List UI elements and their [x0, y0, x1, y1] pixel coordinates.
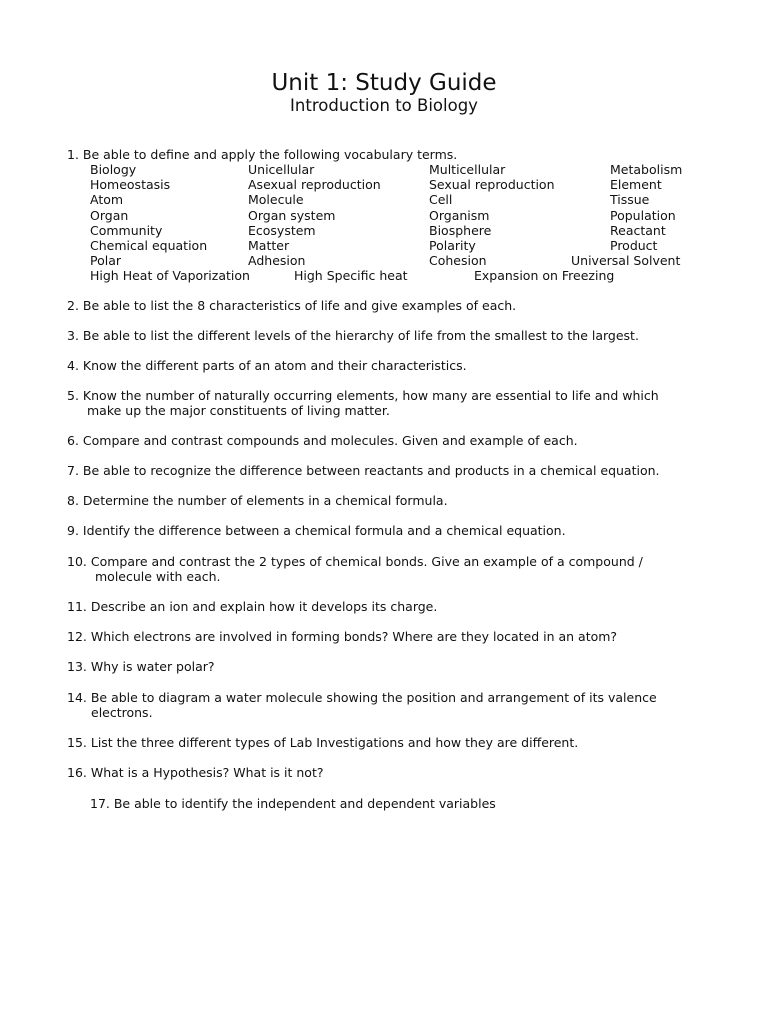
question-text: 3. Be able to list the different levels of the hierarchy of life from the smallest to the largest. — [67, 328, 639, 343]
vocab-term: Sexual reproduction — [429, 177, 555, 192]
vocab-term: Community — [90, 223, 163, 238]
question-text: 16. What is a Hypothesis? What is it not? — [67, 765, 324, 780]
page-subtitle: Introduction to Biology — [290, 96, 478, 115]
vocab-term: Cohesion — [429, 253, 487, 268]
question-text: 13. Why is water polar? — [67, 659, 215, 674]
vocab-term: Biosphere — [429, 223, 492, 238]
question-text: 15. List the three different types of Lab Investigations and how they are different. — [67, 735, 579, 750]
vocab-term: Tissue — [610, 192, 650, 207]
vocab-term: Metabolism — [610, 162, 683, 177]
vocab-term: Molecule — [248, 192, 304, 207]
vocab-term: Organ system — [248, 208, 336, 223]
question-text-continued: make up the major constituents of living matter. — [87, 403, 390, 418]
question-text: 12. Which electrons are involved in forming bonds? Where are they located in an atom? — [67, 629, 618, 644]
vocab-term: Homeostasis — [90, 177, 171, 192]
vocab-term: High Heat of Vaporization — [90, 268, 250, 283]
vocab-term: Reactant — [610, 223, 666, 238]
vocab-term: Biology — [90, 162, 137, 177]
question-text: 2. Be able to list the 8 characteristics of life and give examples of each. — [67, 298, 517, 313]
page-title: Unit 1: Study Guide — [271, 70, 497, 96]
vocab-term: Organ — [90, 208, 129, 223]
question-text-continued: electrons. — [91, 705, 153, 720]
question-text: 5. Know the number of naturally occurring elements, how many are essential to life and which — [67, 388, 659, 403]
vocab-term: Ecosystem — [248, 223, 316, 238]
vocab-term: Polar — [90, 253, 122, 268]
question-text: 4. Know the different parts of an atom and their characteristics. — [67, 358, 467, 373]
question-text: 1. Be able to define and apply the following vocabulary terms. — [67, 147, 458, 162]
vocab-term: Product — [610, 238, 658, 253]
vocab-term: Population — [610, 208, 676, 223]
vocab-term: Cell — [429, 192, 453, 207]
vocab-term: Polarity — [429, 238, 476, 253]
question-text: 9. Identify the difference between a chemical formula and a chemical equation. — [67, 523, 566, 538]
vocab-term: Adhesion — [248, 253, 306, 268]
vocab-term: Universal Solvent — [571, 253, 681, 268]
vocab-term: Element — [610, 177, 662, 192]
question-text: 10. Compare and contrast the 2 types of chemical bonds. Give an example of a compound / — [67, 554, 643, 569]
vocab-term: Expansion on Freezing — [474, 268, 615, 283]
question-text: 8. Determine the number of elements in a chemical formula. — [67, 493, 448, 508]
vocab-term: Organism — [429, 208, 490, 223]
vocab-term: Atom — [90, 192, 124, 207]
vocab-term: Matter — [248, 238, 290, 253]
vocab-term: Chemical equation — [90, 238, 208, 253]
vocab-term: Unicellular — [248, 162, 315, 177]
vocab-term: High Specific heat — [294, 268, 408, 283]
question-text-continued: molecule with each. — [95, 569, 221, 584]
question-text: 11. Describe an ion and explain how it develops its charge. — [67, 599, 438, 614]
vocab-term: Asexual reproduction — [248, 177, 381, 192]
question-text: 17. Be able to identify the independent and dependent variables — [90, 796, 496, 811]
vocab-term: Multicellular — [429, 162, 506, 177]
question-text: 6. Compare and contrast compounds and molecules. Given and example of each. — [67, 433, 578, 448]
question-text: 7. Be able to recognize the difference between reactants and products in a chemical equation. — [67, 463, 660, 478]
question-text: 14. Be able to diagram a water molecule showing the position and arrangement of its valence — [67, 690, 657, 705]
